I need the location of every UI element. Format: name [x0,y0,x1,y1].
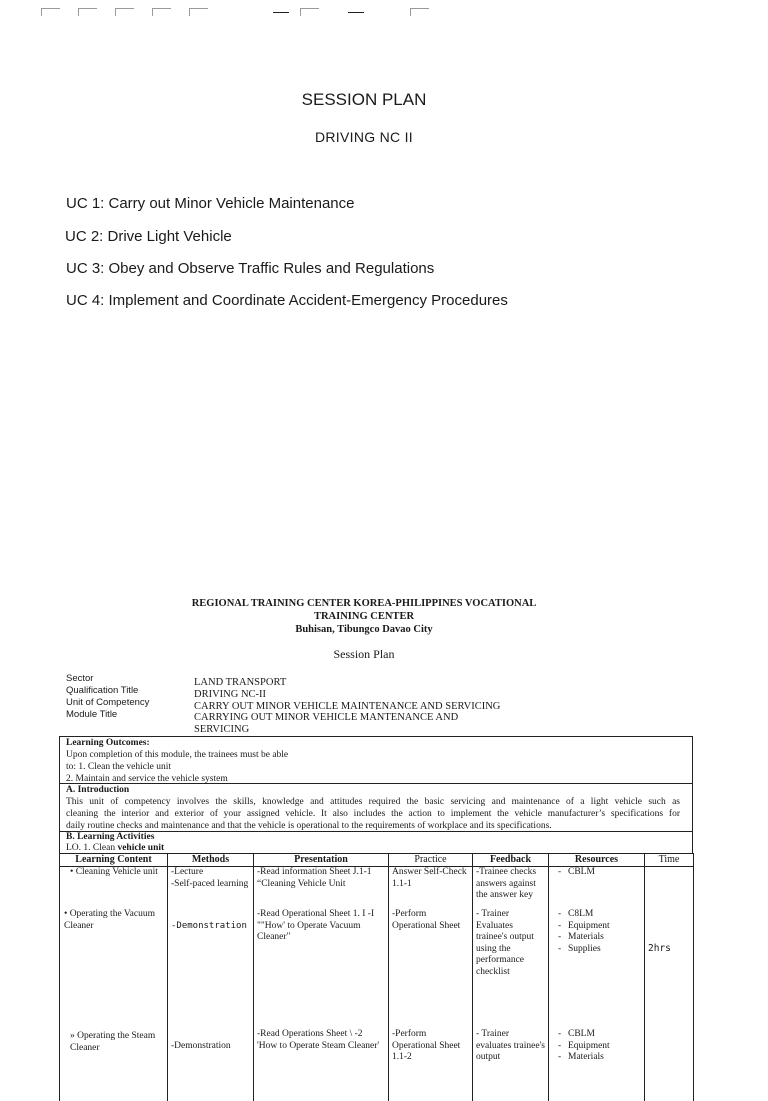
resource-item: - C8LM [552,909,641,921]
unit-of-competency-1: UC 1: Carry out Minor Vehicle Maintenance [66,195,355,212]
resource-item: - CBLM [552,1029,641,1041]
table-header-row [60,854,694,867]
column-header: Learning Content [60,854,168,867]
lo-prefix: LO. 1. Clean [66,843,116,853]
learning-activities-heading: B. Learning Activities [66,832,155,842]
cell-resources [549,867,645,910]
info-label-module: Module Title [66,709,118,720]
learning-outcomes-intro: Upon completion of this module, the trainees must be able [66,750,289,760]
page-title: SESSION PLAN [301,90,427,109]
resource-item: - Equipment [552,1041,641,1053]
cell-content: • Operating the Vacuum Cleaner [60,909,168,1023]
resource-item: - Supplies [552,944,641,956]
cell-feedback: - Trainer evaluates trainee's output [473,1023,549,1101]
resource-item: - Materials [552,1052,641,1064]
column-header: Resources [549,854,645,867]
learning-activities-box [59,832,693,854]
table-row [60,1023,694,1101]
introduction-heading: A. Introduction [66,785,130,795]
column-header: Methods [168,854,254,867]
cell-resources [549,909,645,1023]
methods-text: -Demonstration [171,921,247,931]
introduction-line: This unit of competency involves the skills, knowledge and attitudes required the basic servicing and maintenance of a light vehicle such as [66,797,680,807]
cell-methods [168,909,254,1023]
org-address: Buhisan, Tibungco Davao City [295,624,433,635]
info-value-module-cont: SERVICING [194,724,250,735]
info-label-sector: Sector [66,673,94,684]
cell-content: » Operating the Steam Cleaner [60,1023,168,1101]
cell-methods: -Lecture -Self-paced learning [168,867,254,910]
column-header: Practice [389,854,473,867]
learning-outcome-1-text: Clean the vehicle unit [87,762,172,772]
unit-of-competency-4: UC 4: Implement and Coordinate Accident-Emergency Procedures [66,292,508,309]
info-value-qualification: DRIVING NC-II [194,689,267,700]
session-plan-heading: Session Plan [333,647,395,661]
column-header: Time [645,854,694,867]
column-header: Presentation [254,854,389,867]
page-subtitle: DRIVING NC II [314,129,414,145]
resource-item: - Materials [552,932,641,944]
info-value-unit: CARRY OUT MINOR VEHICLE MAINTENANCE AND SERVICING [194,701,501,712]
lo-bold: vehicle unit [117,843,165,853]
cell-presentation: -Read Operations Sheet \ -2 'How to Operate Steam Cleaner' [254,1023,389,1101]
resource-item: - Equipment [552,921,641,933]
org-name-line-1: REGIONAL TRAINING CENTER KOREA-PHILIPPINES VOCATIONAL [191,598,537,609]
cell-practice: -Perform Operational Sheet [389,909,473,1023]
cell-feedback: - Trainer Evaluates trainee's output using the performance checklist [473,909,549,1023]
learning-outcome-2: 2. Maintain and service the vehicle system [66,774,228,784]
learning-outcomes-box [59,736,693,784]
learning-activities-table [59,853,694,1101]
cell-time: 2hrs [645,909,694,1023]
cell-methods: -Demonstration [168,1023,254,1101]
introduction-line: daily routine checks and maintenance and that the vehicle is operational to the requirements of workplace and its specifications. [66,821,552,831]
cell-presentation: -Read Operational Sheet 1. I -I ""How' to Operate Vacuum Cleaner" [254,909,389,1023]
unit-of-competency-2: UC 2: Drive Light Vehicle [65,228,232,245]
resource-item: - CBLM [552,867,641,879]
learning-outcomes-heading: Learning Outcomes: [66,738,150,748]
info-value-sector: LAND TRANSPORT [194,677,287,688]
introduction-line: cleaning the interior and exterior of your assigned vehicle. It also includes the action to implement the vehicle manufacturer’s specifications for [66,809,680,819]
cell-time [645,867,694,910]
introduction-box [59,784,693,832]
org-name-line-2: TRAINING CENTER [313,611,415,622]
table-row [60,867,694,910]
cell-time [645,1023,694,1101]
cell-practice: -Perform Operational Sheet 1.1-2 [389,1023,473,1101]
cell-resources [549,1023,645,1101]
learning-outcome-1-prefix: to: 1. [66,762,86,772]
column-header: Feedback [473,854,549,867]
info-label-unit: Unit of Competency [66,697,150,708]
table-row [60,909,694,1023]
learning-outcome-1 [66,761,692,773]
cell-practice: Answer Self-Check 1.1-1 [389,867,473,910]
info-value-module: CARRYING OUT MINOR VEHICLE MANTENANCE AND [194,712,459,723]
cell-presentation: -Read information Sheet J.1-1 “Cleaning Vehicle Unit [254,867,389,910]
unit-of-competency-3: UC 3: Obey and Observe Traffic Rules and Regulations [66,260,435,277]
info-label-qualification: Qualification Title [66,685,139,696]
cell-content: • Cleaning Vehicle unit [60,867,168,910]
cell-feedback: -Trainee checks answers against the answer key [473,867,549,910]
